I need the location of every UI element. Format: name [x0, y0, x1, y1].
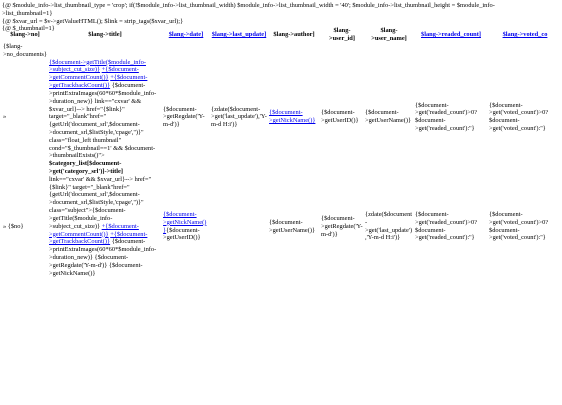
row-title-cell — [48, 176, 162, 278]
comment-count-link[interactable]: +{$document->getCommentCount()} — [49, 66, 139, 82]
header-author: $lang->author] — [273, 31, 315, 39]
document-title-link[interactable]: {$document->getTitle($module_info->subject_cut_size)} — [49, 58, 146, 74]
header-user-id: $lang->user_id] — [328, 27, 355, 42]
comment-count-link[interactable]: +{$document->getCommentCount()} — [49, 222, 139, 238]
header-no: $lang->no] — [10, 31, 40, 39]
sort-last-update-link[interactable]: $lang->last_update] — [211, 31, 267, 39]
row-voted-count-cell: {$document->get('voted_count')>0?$document->get('voted_count'):''} — [489, 210, 549, 242]
table-row-empty — [2, 43, 562, 59]
sort-readed-count-link[interactable]: $lang->readed_count] — [421, 31, 481, 39]
header-readed-count — [414, 27, 488, 43]
header-voted-count — [488, 27, 562, 43]
author-nickname-link[interactable]: {$document->getNickName()} — [163, 210, 207, 234]
extra-images-text: {$document->printExtraImages(60*60*$module_info->duration_new)} — [49, 82, 157, 105]
row-last-update-cell — [210, 176, 268, 278]
no-documents-cell: {$lang->no_documents} — [3, 43, 47, 58]
row-user-name-cell: {zdate($document->get('last_update'),'Y-m-d H:i')} — [365, 210, 413, 242]
table-header-row — [2, 27, 562, 43]
row-title-cell — [48, 59, 162, 176]
row-readed-count-cell: {$document->get('readed_count')>0?$document->get('readed_count'):''} — [415, 210, 478, 242]
header-title: $lang->title] — [88, 31, 122, 39]
trackback-count-link[interactable]: +{$document->getTrackbackCount()} — [49, 230, 148, 246]
trackback-count-link[interactable]: +{$document->getTrackbackCount()} — [49, 74, 148, 90]
table-row-notice — [2, 59, 562, 176]
header-user-name: $lang->user_name] — [371, 27, 407, 42]
row-last-update-cell: {zdate($document->get('last_update'),'Y-m-d H:i')} — [211, 105, 267, 129]
thumbnail-link-text: link=="cxvar' && $xvar_url}--> href="{$link}" target="_blank"href="{getUrl('document_srl',$document->document_srl,$listStyle,'cpage','')}" class="float_left thumbnail" cond="$_thumbnail==1' && $document->thumbnailExists()"> — [49, 97, 156, 160]
preamble-line-2: {@ $xvar_url = $v->getValueHTML(); $link = strip_tags($xvar_url);} — [2, 17, 184, 25]
row-date-cell — [162, 176, 210, 278]
user-id-text: {$document->getUserID()} — [163, 226, 201, 242]
header-last-update — [210, 27, 268, 43]
category-title: $category_list[$document->get('category_srl')]->title] — [49, 160, 123, 175]
row-user-id-cell: {$document->getUserID()} — [321, 109, 359, 125]
sort-voted-count-link[interactable]: $lang->voted_co — [502, 31, 548, 39]
sort-date-link[interactable]: $lang->date] — [168, 31, 204, 39]
row-author-cell: {$document->getUserName()} — [269, 218, 316, 234]
table-row-document — [2, 176, 562, 278]
row-readed-count-cell: {$document->get('readed_count')>0?$document->get('readed_count'):''} — [415, 101, 478, 133]
row-no-cell: » {$no} — [3, 222, 24, 230]
row-date-cell: {$document->getRegdate('Y-m-d')} — [163, 105, 205, 129]
subject-link-text: link=="cxvar' && $xvar_url}--> href="{$link}" target="_blank"href="{getUrl('document_srl',$document->document_srl,$listStyle,'cpage','')}" class="subject">{$document->getTitle($module_info->subject_cut_size)} — [49, 175, 152, 230]
row-author-cell — [268, 59, 320, 176]
row-no-cell: » — [3, 113, 7, 121]
row-voted-count-cell: {$document->get('voted_count')>0?$document->get('voted_count'):''} — [489, 101, 549, 133]
preamble-line-1: {@ $module_info->list_thumbnail_type = 'crop'; if(!$module_info->list_thumbnail_width) $module_info->list_thumbnail_width = '40'; $module_info->list_thumbnail_height = $module_info->list_thumbnail=1} — [2, 2, 495, 17]
row-user-name-cell: {$document->getUserName()} — [365, 109, 412, 125]
row-user-id-cell: {$document->getRegdate('Y-m-d')} — [321, 214, 363, 238]
author-nickname-link[interactable]: {$document->getNickName()} — [269, 109, 316, 125]
document-list-table — [2, 27, 562, 277]
preamble-line-3: {@ $_thumbnail=1} — [2, 25, 55, 33]
header-date — [162, 27, 210, 43]
extra-images-text: {$document->printExtraImages(60*60*$module_info->duration_new)} {$document->getRegdate('Y-m-d')} {$document->getNickName()} — [49, 238, 157, 277]
